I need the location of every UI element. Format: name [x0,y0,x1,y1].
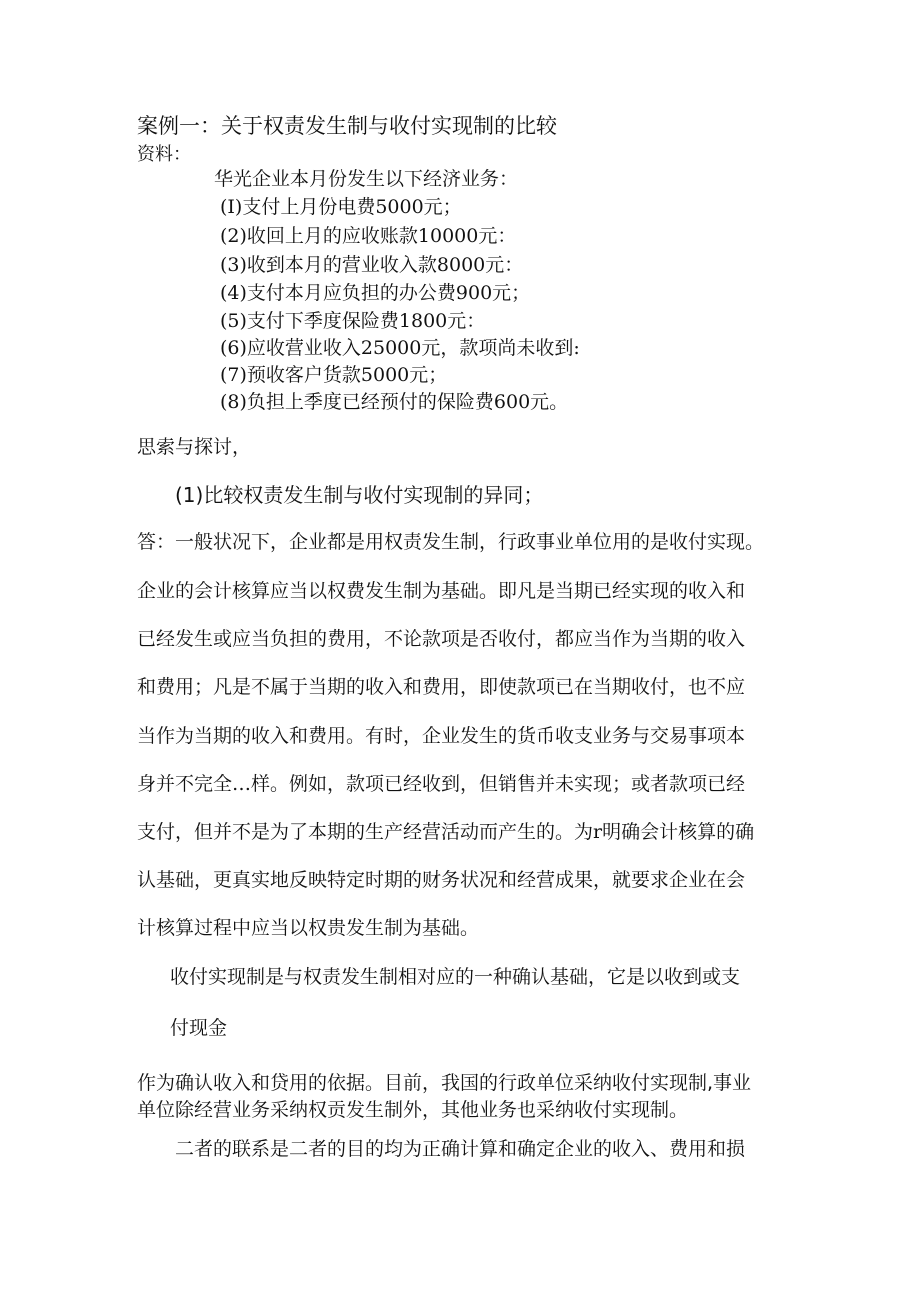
answer-line: 企业的会计核算应当以权费发生制为基础。即凡是当期已经实现的收入和 [137,580,746,602]
list-item: (2)收回上月的应收账款10000元： [220,225,517,247]
answer-line: 支付，但并不是为了本期的生产经营活动而产生的。为r明确会计核算的确 [137,821,755,843]
list-item: (4)支付本月应负担的办公费900元； [220,282,531,304]
list-item: (7)预收客户货款5000元； [220,364,448,386]
paragraph-line: 作为确认收入和贷用的依据。目前，我国的行政单位采纳收付实现制,事业 [137,1072,752,1094]
intro-text: 华光企业本月份发生以下经济业务： [214,168,519,190]
paragraph-line: 二者的联系是二者的目的均为正确计算和确定企业的收入、费用和损 [175,1138,746,1160]
question-text: (1)比较权责发生制与收付实现制的异同； [175,483,544,507]
paragraph-line: 付现金 [170,1017,228,1039]
paragraph-line: 收付实现制是与权责发生制相对应的一种确认基础，它是以收到或支 [170,966,741,988]
answer-line: 和费用；凡是不属于当期的收入和费用，即使款项已在当期收付，也不应 [137,676,746,698]
answer-line: 答：一般状况下，企业都是用权责发生制，行政事业单位用的是收付实现。 [137,531,765,553]
section-heading: 思索与探讨， [137,436,252,458]
list-item: (3)收到本月的营业收入款8000元： [220,254,524,276]
list-item: (8)负担上季度已经预付的保险费600元。 [220,391,569,413]
material-label: 资料： [137,144,191,165]
answer-line: 当作为当期的收入和费用。有时，企业发生的货币收支业务与交易事项本 [137,725,746,747]
list-item: (5)支付下季度保险费1800元： [220,310,486,332]
answer-line: 认基础，更真实地反映特定时期的财务状况和经营成果，就要求企业在会 [137,869,746,891]
answer-line: 身并不完全…样。例如，款项已经收到，但销售并未实现；或者款项已经 [137,773,746,795]
answer-line: 计核算过程中应当以权贵发生制为基础。 [137,917,480,939]
paragraph-line: 单位除经营业务采纳权贡发生制外，其他业务也采纳收付实现制。 [137,1099,689,1121]
list-item: (I)支付上月份电费5000元； [220,196,462,218]
list-item: (6)应收营业收入25000元，款项尚未收到: [220,337,580,359]
case-title: 案例一：关于权责发生制与收付实现制的比较 [137,114,557,138]
answer-line: 已经发生或应当负担的费用，不论款项是否收付，都应当作为当期的收入 [137,628,746,650]
